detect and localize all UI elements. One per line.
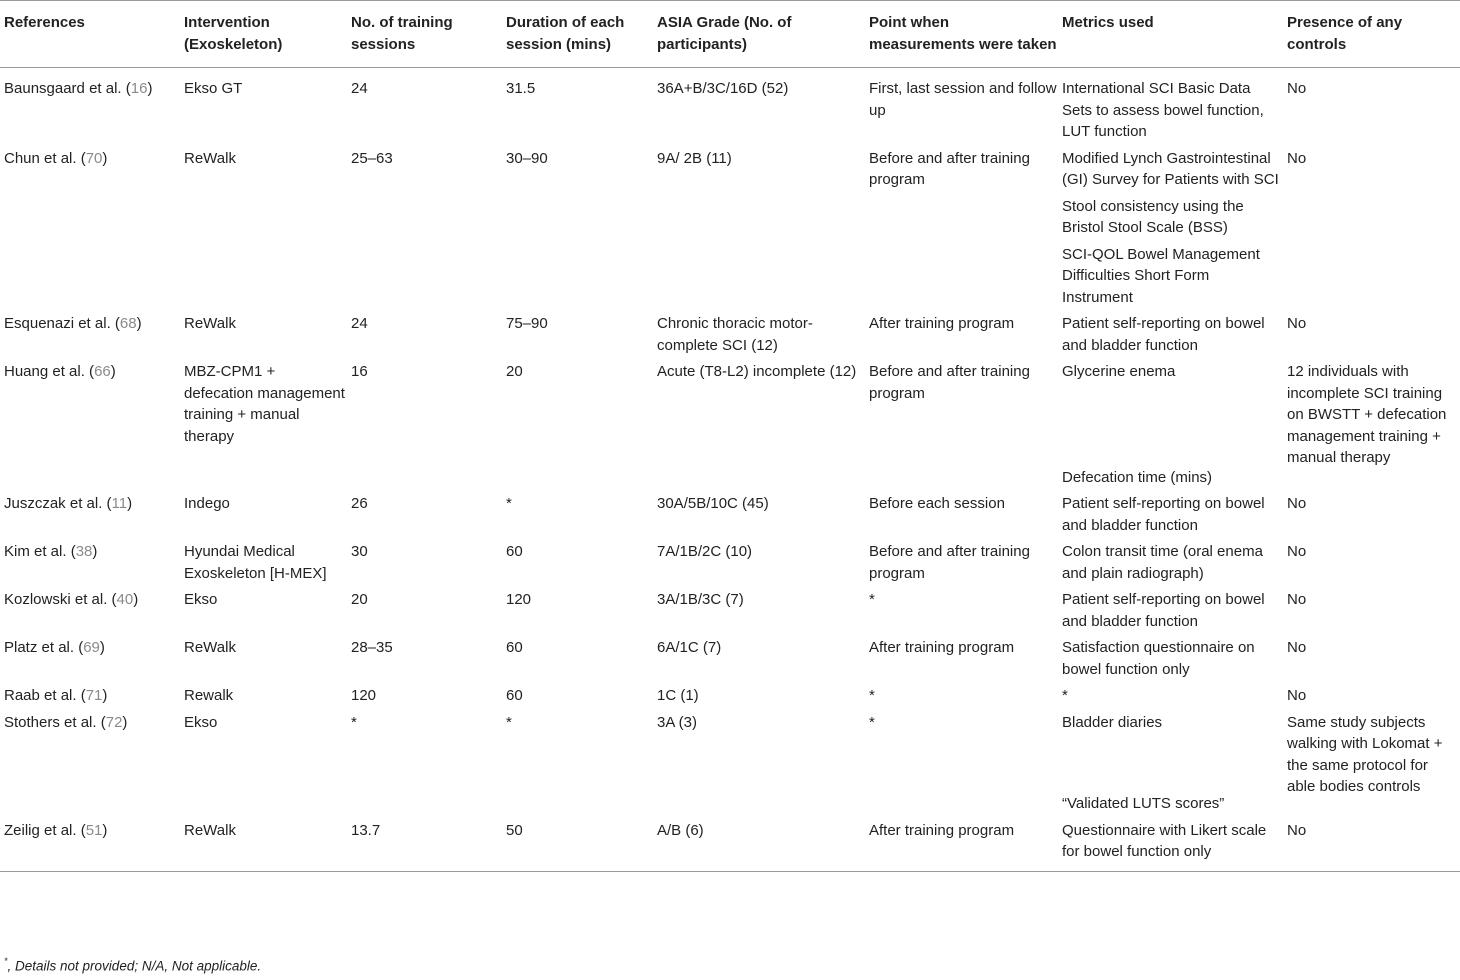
column-header-intervention: Intervention (Exoskeleton) — [180, 1, 347, 68]
table-row — [0, 313, 1460, 361]
column-header-duration: Duration of each session (mins) — [502, 1, 653, 68]
cell-measurement-point: Before and after training program — [869, 363, 1030, 402]
cell-asia-grade: 3A/1B/3C (7) — [657, 591, 744, 608]
reference-citation-link[interactable]: 72 — [105, 713, 123, 731]
metric-item: International SCI Basic Data Sets to assess bowel function, LUT function — [1062, 80, 1264, 140]
cell-reference: Kim et al. (38) — [4, 543, 98, 560]
cell-intervention: Hyundai Medical Exoskeleton [H-MEX] — [184, 543, 327, 582]
metric-item: Patient self-reporting on bowel and bladder function — [1062, 315, 1265, 354]
reference-author: Stothers et al. — [4, 713, 97, 731]
reference-citation-link[interactable]: 69 — [83, 639, 100, 656]
reference-author: Kim et al. — [4, 543, 67, 560]
cell-intervention: Rewalk — [184, 687, 234, 704]
cell-intervention: MBZ-CPM1 + defecation management training + manual therapy — [184, 363, 345, 445]
cell-metrics — [1058, 589, 1283, 637]
footnote-text: , Details not provided; N/A, Not applicable. — [7, 958, 262, 974]
cell-duration: 60 — [506, 639, 523, 656]
cell-sessions: 16 — [351, 363, 368, 380]
cell-sessions: * — [351, 713, 357, 731]
metric-item: Patient self-reporting on bowel and bladder function — [1062, 591, 1265, 630]
metric-item: Modified Lynch Gastrointestinal (GI) Survey for Patients with SCI — [1062, 149, 1279, 188]
reference-citation-link[interactable]: 68 — [119, 315, 137, 332]
reference-author: Platz et al. — [4, 639, 75, 656]
cell-reference: Platz et al. (69) — [4, 639, 105, 656]
column-header-measurement-point: Point when measurements were taken — [865, 1, 1058, 68]
metric-item: Glycerine enema — [1062, 363, 1176, 380]
cell-metrics — [1058, 493, 1283, 541]
cell-measurement-point: Before each session — [869, 495, 1005, 512]
cell-metrics — [1058, 361, 1283, 493]
reference-citation-link[interactable]: 38 — [75, 543, 93, 560]
metric-item: * — [1062, 687, 1068, 704]
cell-asia-grade: Acute (T8-L2) incomplete (12) — [657, 363, 857, 380]
cell-controls: No — [1287, 591, 1307, 608]
cell-sessions: 28–35 — [351, 639, 393, 656]
cell-controls: No — [1287, 495, 1307, 512]
cell-reference: Esquenazi et al. (68) — [4, 315, 142, 332]
cell-reference: Kozlowski et al. (40) — [4, 591, 139, 608]
reference-citation-link[interactable]: 66 — [94, 363, 111, 380]
table-row — [0, 541, 1460, 589]
reference-author: Raab et al. — [4, 687, 77, 704]
metric-item: “Validated LUTS scores” — [1062, 795, 1225, 812]
cell-duration: 50 — [502, 820, 653, 872]
reference-author: Kozlowski et al. — [4, 591, 108, 608]
cell-controls: No — [1287, 639, 1307, 656]
cell-asia-grade: 7A/1B/2C (10) — [657, 543, 753, 560]
cell-measurement-point: After training program — [869, 639, 1015, 656]
cell-metrics — [1058, 637, 1283, 685]
cell-reference: Zeilig et al. (51) — [0, 820, 180, 872]
column-header-asia-grade: ASIA Grade (No. of participants) — [653, 1, 865, 68]
cell-intervention: Indego — [184, 495, 230, 512]
cell-reference: Stothers et al. (72) — [4, 713, 128, 731]
cell-asia-grade: Chronic thoracic motor-complete SCI (12) — [657, 315, 813, 354]
cell-duration: 120 — [506, 591, 532, 608]
cell-duration: * — [506, 495, 512, 512]
cell-asia-grade: 9A/ 2B (11) — [657, 149, 732, 167]
cell-controls: Same study subjects walking with Lokomat + the same protocol for able bodies controls — [1287, 713, 1443, 795]
cell-sessions: 120 — [351, 687, 377, 704]
cell-sessions: 24 — [351, 80, 368, 97]
cell-measurement-point: After training program — [869, 315, 1015, 332]
cell-controls: 12 individuals with incomplete SCI training on BWSTT + defecation management training + manual therapy — [1287, 363, 1447, 466]
cell-duration: 75–90 — [506, 315, 548, 332]
cell-sessions: 24 — [351, 315, 368, 332]
cell-duration: 60 — [506, 543, 523, 560]
column-header-metrics: Metrics used — [1058, 1, 1283, 68]
metric-item: Stool consistency using the Bristol Stool Scale (BSS) — [1062, 197, 1244, 236]
reference-citation-link[interactable]: 51 — [85, 821, 103, 839]
cell-asia-grade: 30A/5B/10C (45) — [657, 495, 769, 512]
metric-item: Bladder diaries — [1062, 713, 1163, 731]
cell-reference: Baunsgaard et al. (16) — [4, 80, 153, 97]
cell-asia-grade: 36A+B/3C/16D (52) — [657, 80, 789, 97]
cell-asia-grade: 6A/1C (7) — [657, 639, 722, 656]
reference-citation-link[interactable]: 11 — [111, 495, 128, 512]
cell-metrics — [1058, 148, 1283, 314]
cell-metrics — [1058, 68, 1283, 148]
reference-author: Chun et al. — [4, 149, 77, 167]
table-header — [0, 1, 1460, 68]
cell-measurement-point: After training program — [865, 820, 1058, 872]
cell-intervention: ReWalk — [184, 639, 236, 656]
cell-measurement-point: First, last session and follow up — [869, 80, 1057, 119]
reference-author: Zeilig et al. — [4, 821, 77, 839]
cell-intervention: Ekso — [184, 591, 218, 608]
table-row — [0, 637, 1460, 685]
reference-citation-link[interactable]: 16 — [130, 80, 148, 97]
table-row — [0, 685, 1460, 712]
table-footnote — [4, 957, 261, 974]
table-row — [0, 589, 1460, 637]
cell-controls: No — [1287, 315, 1307, 332]
cell-sessions: 13.7 — [347, 820, 502, 872]
footnote-marker: * — [4, 956, 8, 966]
cell-metrics — [1058, 313, 1283, 361]
table-row — [0, 712, 1460, 820]
cell-controls: No — [1283, 820, 1460, 872]
table-row — [0, 361, 1460, 493]
metric-item: Questionnaire with Likert scale for bowel function only — [1062, 821, 1267, 860]
cell-measurement-point: * — [869, 687, 875, 704]
reference-author: Huang et al. — [4, 363, 85, 380]
reference-citation-link[interactable]: 70 — [85, 149, 103, 167]
cell-measurement-point: Before and after training program — [869, 543, 1030, 582]
column-header-references: References — [0, 1, 180, 68]
cell-duration: 20 — [506, 363, 523, 380]
table-row — [0, 493, 1460, 541]
table-row — [0, 148, 1460, 314]
cell-controls: No — [1287, 149, 1307, 167]
metric-item: Defecation time (mins) — [1062, 468, 1213, 486]
cell-asia-grade: 1C (1) — [657, 687, 699, 704]
table-row — [0, 68, 1460, 148]
cell-measurement-point: * — [869, 713, 875, 731]
cell-asia-grade: 3A (3) — [657, 713, 698, 731]
cell-asia-grade: A/B (6) — [653, 820, 865, 872]
cell-duration: 30–90 — [506, 149, 548, 167]
cell-intervention: Ekso — [184, 713, 218, 731]
cell-duration: 31.5 — [506, 80, 536, 97]
cell-metrics — [1058, 712, 1283, 820]
column-header-sessions: No. of training sessions — [347, 1, 502, 68]
cell-duration: * — [506, 713, 512, 731]
cell-intervention: Ekso GT — [184, 80, 243, 97]
cell-duration: 60 — [506, 687, 523, 704]
metric-item: Colon transit time (oral enema and plain radiograph) — [1062, 543, 1263, 582]
cell-reference: Huang et al. (66) — [4, 363, 116, 380]
table-row — [0, 820, 1460, 872]
table-body — [0, 68, 1460, 872]
cell-sessions: 26 — [351, 495, 368, 512]
cell-controls: No — [1287, 543, 1307, 560]
reference-author: Juszczak et al. — [4, 495, 103, 512]
cell-sessions: 25–63 — [351, 149, 393, 167]
cell-reference: Raab et al. (71) — [4, 687, 108, 704]
cell-reference: Juszczak et al. (11) — [4, 495, 133, 512]
cell-metrics — [1058, 820, 1283, 872]
cell-intervention: ReWalk — [184, 315, 236, 332]
cell-controls: No — [1287, 687, 1307, 704]
cell-intervention: ReWalk — [184, 149, 236, 167]
reference-author: Baunsgaard et al. — [4, 80, 122, 97]
metric-item: SCI-QOL Bowel Management Difficulties Short Form Instrument — [1062, 245, 1260, 306]
cell-controls: No — [1287, 80, 1307, 97]
cell-reference: Chun et al. (70) — [4, 149, 108, 167]
reference-author: Esquenazi et al. — [4, 315, 111, 332]
cell-metrics — [1058, 541, 1283, 589]
metric-item: Satisfaction questionnaire on bowel function only — [1062, 639, 1255, 678]
cell-measurement-point: * — [869, 591, 875, 608]
reference-citation-link[interactable]: 40 — [116, 591, 134, 608]
metric-item: Patient self-reporting on bowel and bladder function — [1062, 495, 1265, 534]
column-header-controls: Presence of any controls — [1283, 1, 1460, 68]
cell-intervention: ReWalk — [180, 820, 347, 872]
cell-measurement-point: Before and after training program — [869, 149, 1030, 188]
cell-sessions: 20 — [351, 591, 368, 608]
reference-citation-link[interactable]: 71 — [85, 687, 103, 704]
cell-sessions: 30 — [351, 543, 368, 560]
cell-metrics — [1058, 685, 1283, 712]
